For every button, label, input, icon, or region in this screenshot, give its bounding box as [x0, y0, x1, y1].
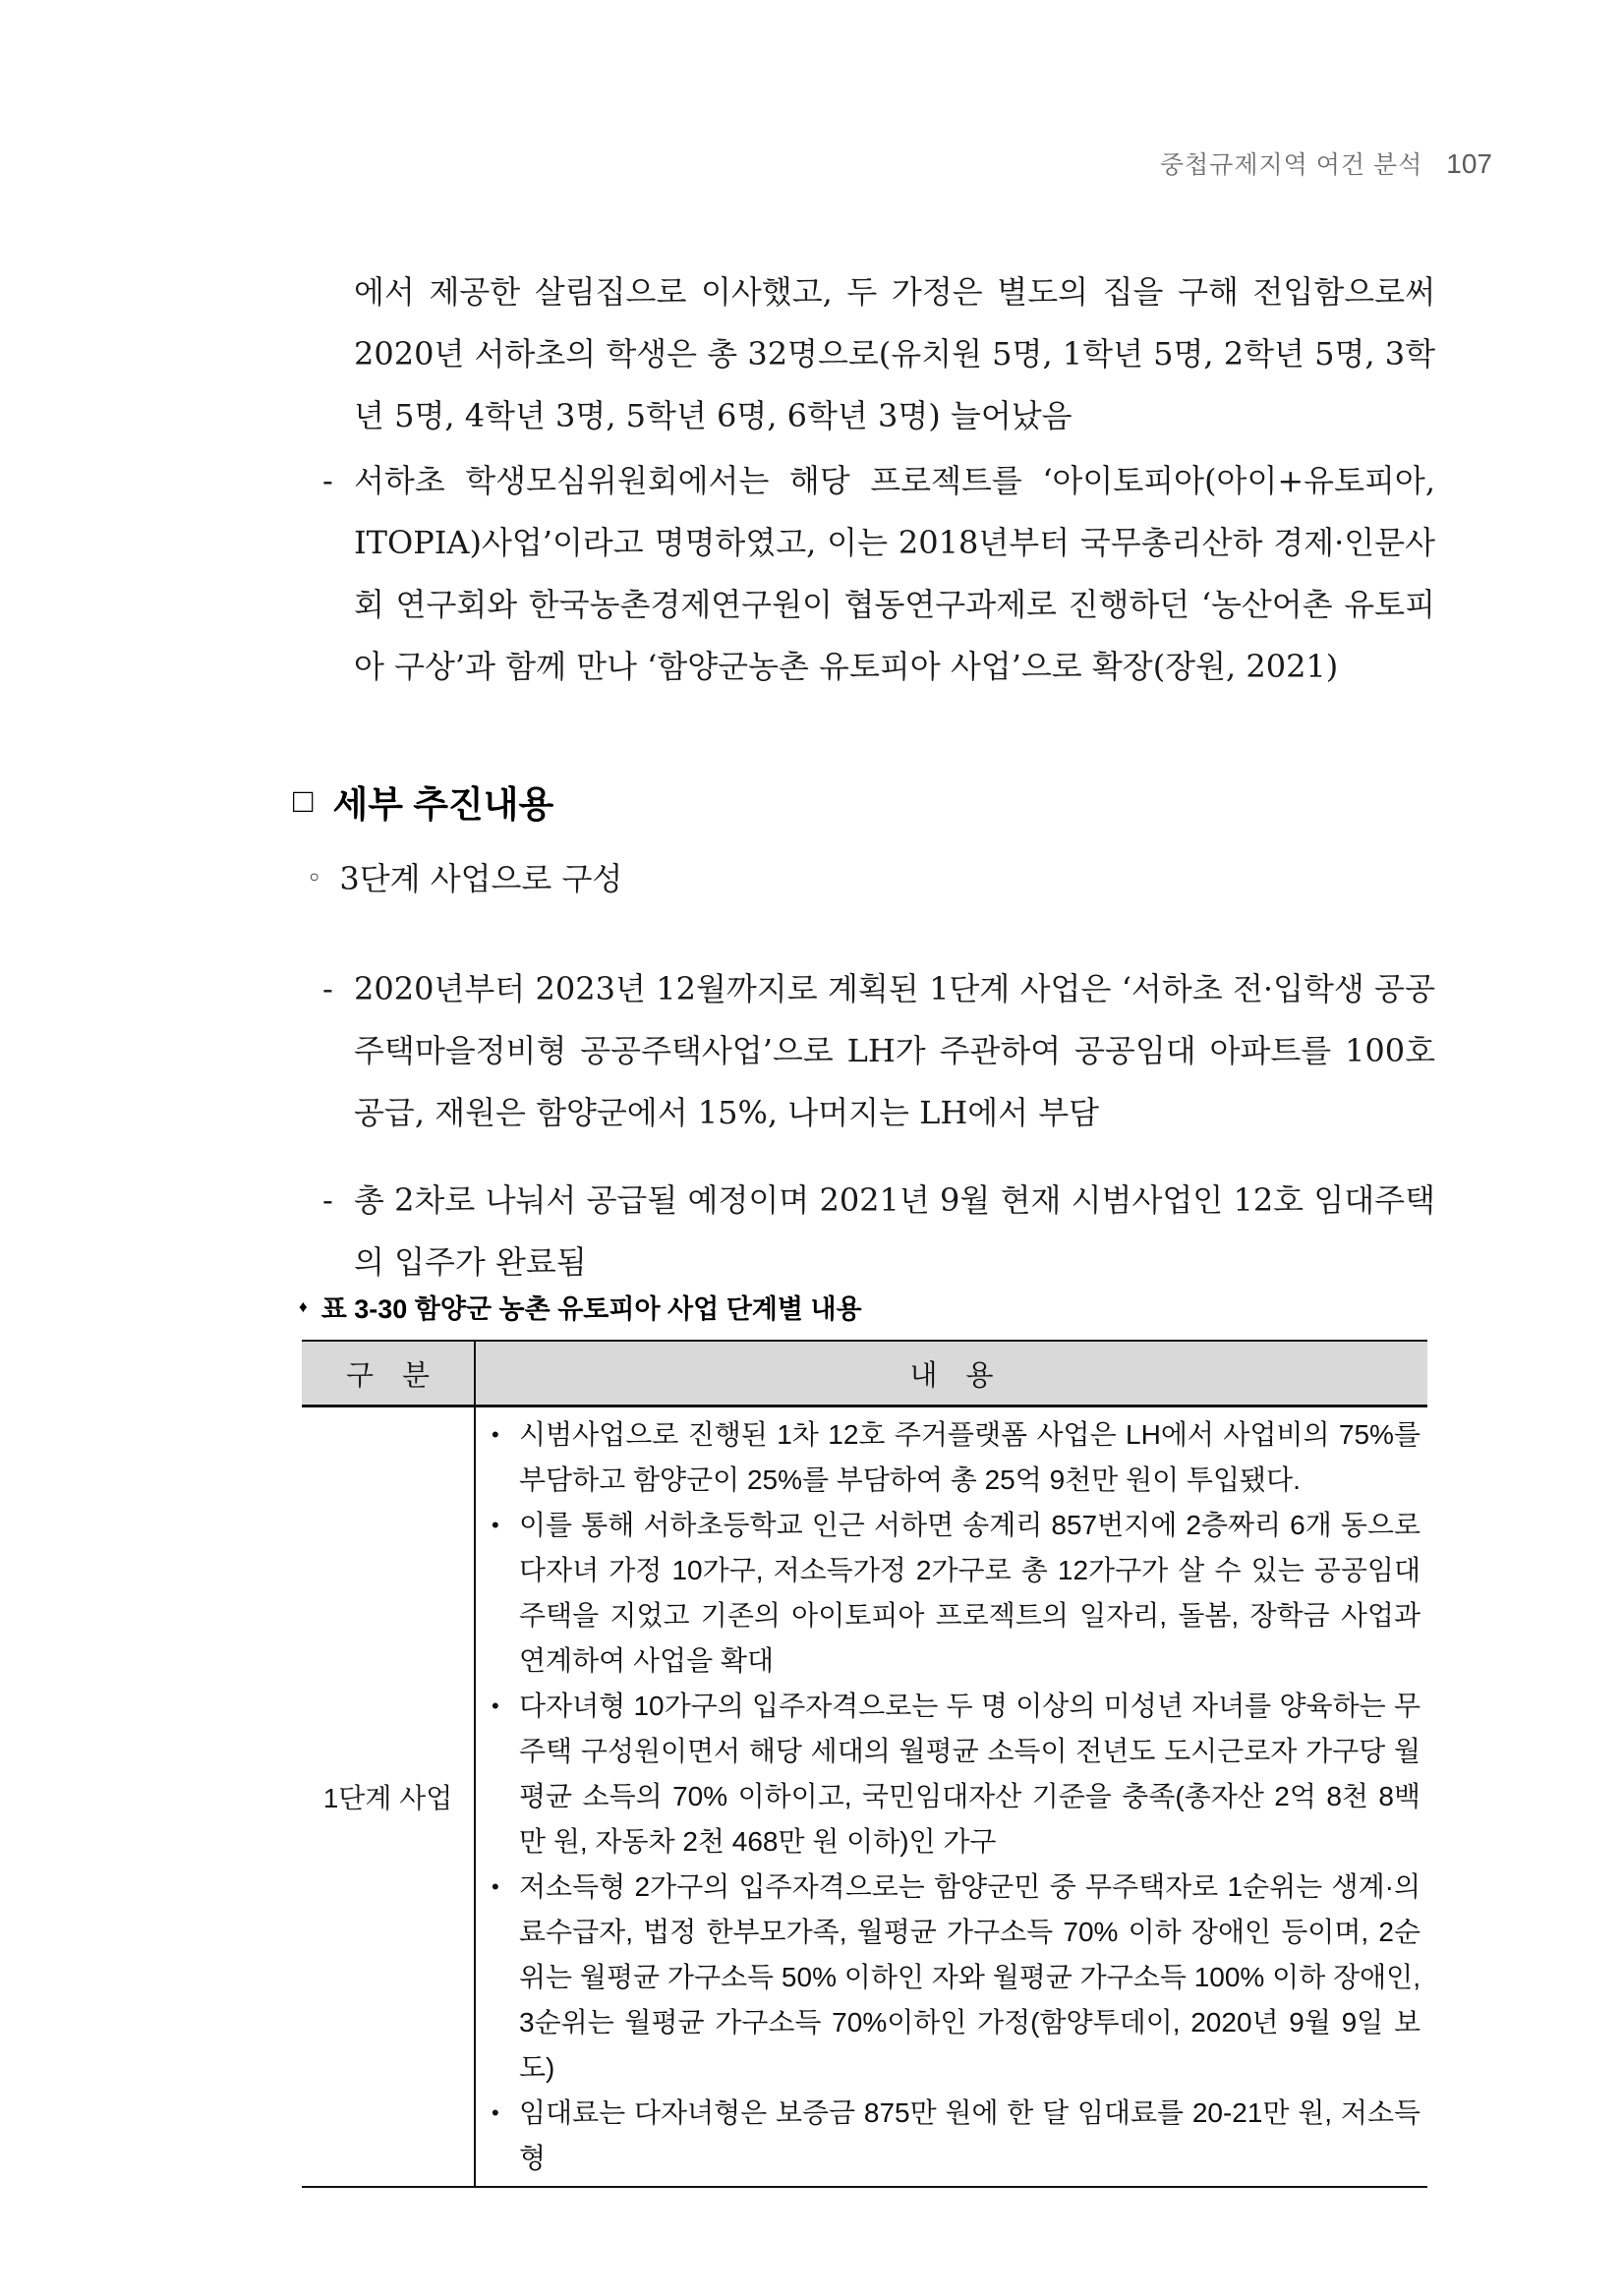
table-row [302, 1407, 1427, 2188]
table-header-row [302, 1342, 1427, 1407]
table-bullet-item [476, 2091, 1421, 2181]
running-header-section-title: 중첩규제지역 여건 분석 [1159, 151, 1423, 179]
dash-item-text: 2020년부터 2023년 12월까지로 계획된 1단계 사업은 ‘서하초 전·입학생 공공주택마을정비형 공공주택사업’으로 LH가 주관하여 공공임대 아파트를 100호 공급, 재원은 함양군에서 15%, 나머지는 LH에서 부담 [354, 970, 1435, 1131]
running-header [1160, 145, 1492, 181]
table-bullet-text: 임대료는 다자녀형은 보증금 875만 원에 한 달 임대료를 20-21만 원, 저소득형 [519, 2097, 1421, 2173]
dot-bullet-icon: • [492, 2100, 499, 2125]
dot-bullet-icon: • [492, 1513, 499, 1537]
dot-bullet-icon: • [492, 1422, 499, 1447]
table-header-content: 내 용 [909, 1359, 994, 1392]
table-caption-text: 표 3-30 함양군 농촌 유토피아 사업 단계별 내용 [320, 1294, 862, 1324]
circle-item-text: 3단계 사업으로 구성 [339, 860, 623, 897]
table-bullet-item [476, 1684, 1421, 1865]
circle-bullet-icon: ◦ [307, 864, 322, 893]
dash-list-item [322, 450, 1435, 698]
stage-content-table [302, 1340, 1427, 2188]
table-bullet-text: 시범사업으로 진행된 1차 12호 주거플랫폼 사업은 LH에서 사업비의 75%를 부담하고 함양군이 25%를 부담하여 총 25억 9천만 원이 투입됐다. [519, 1419, 1421, 1495]
dash-marker: - [322, 462, 333, 499]
dash-marker: - [322, 970, 333, 1007]
circle-list-item [307, 857, 622, 900]
table-bullet-item [476, 1503, 1421, 1684]
paragraph-continuation: 에서 제공한 살림집으로 이사했고, 두 가정은 별도의 집을 구해 전입함으로써 2020년 서하초의 학생은 총 32명으로(유치원 5명, 1학년 5명, 2학년 5명, 3학년 5명, 4학년 3명, 5학년 6명, 6학년 3명) 늘어났음 [354, 273, 1436, 434]
dash-item-text: 서하초 학생모심위원회에서는 해당 프로젝트를 ‘아이토피아(아이+유토피아, ITOPIA)사업’이라고 명명하였고, 이는 2018년부터 국무총리산하 경제·인문사회 연구회와 한국농촌경제연구원이 협동연구과제로 진행하던 ‘농산어촌 유토피아 구상’과 함께 만나 ‘함양군농촌 유토피아 사업’으로 확장(장원, 2021) [354, 462, 1435, 685]
dash-list-item [322, 958, 1435, 1144]
table-bullet-item [476, 1412, 1421, 1503]
table-caption [299, 1288, 862, 1326]
table-bullet-text: 저소득형 2가구의 입주자격으로는 함양군민 중 무주택자로 1순위는 생계·의료수급자, 법정 한부모가족, 월평균 가구소득 70% 이하 장애인 등이며, 2순위는 월평균 가구소득 50% 이하인 자와 월평균 가구소득 100% 이하 장애인, 3순위는 월평균 가구소득 70%이하인 가정(함양투데이, 2020년 9월 9일 보도) [519, 1871, 1421, 2083]
diamond-bullet-icon: ♦ [299, 1296, 308, 1316]
square-bullet-icon: □ [293, 781, 314, 820]
section-heading-title: 세부 추진내용 [332, 784, 554, 825]
dash-marker: - [322, 1181, 333, 1219]
dash-list-item [322, 1170, 1435, 1293]
page-number: 107 [1446, 148, 1492, 179]
table-header-category: 구 분 [302, 1342, 476, 1405]
table-bullet-text: 다자녀형 10가구의 입주자격으로는 두 명 이상의 미성년 자녀를 양육하는 무주택 구성원이면서 해당 세대의 월평균 소득이 전년도 도시근로자 가구당 월평균 소득의 70% 이하이고, 국민임대자산 기준을 충족(총자산 2억 8천 8백만 원, 자동차 2천 468만 원 이하)인 가구 [519, 1691, 1421, 1857]
dot-bullet-icon: • [492, 1874, 499, 1899]
dot-bullet-icon: • [492, 1693, 499, 1718]
table-bullet-item [476, 1865, 1421, 2091]
table-cell-stage-label: 1단계 사업 [302, 1407, 476, 2186]
table-bullet-text: 이를 통해 서하초등학교 인근 서하면 송계리 857번지에 2층짜리 6개 동으로 다자녀 가정 10가구, 저소득가정 2가구로 총 12가구가 살 수 있는 공공임대주택을 지었고 기존의 아이토피아 프로젝트의 일자리, 돌봄, 장학금 사업과 연계하여 사업을 확대 [519, 1510, 1421, 1676]
section-heading [293, 775, 553, 828]
table-cell-content [476, 1407, 1427, 2186]
dash-item-text: 총 2차로 나눠서 공급될 예정이며 2021년 9월 현재 시범사업인 12호 임대주택의 입주가 완료됨 [354, 1181, 1435, 1281]
